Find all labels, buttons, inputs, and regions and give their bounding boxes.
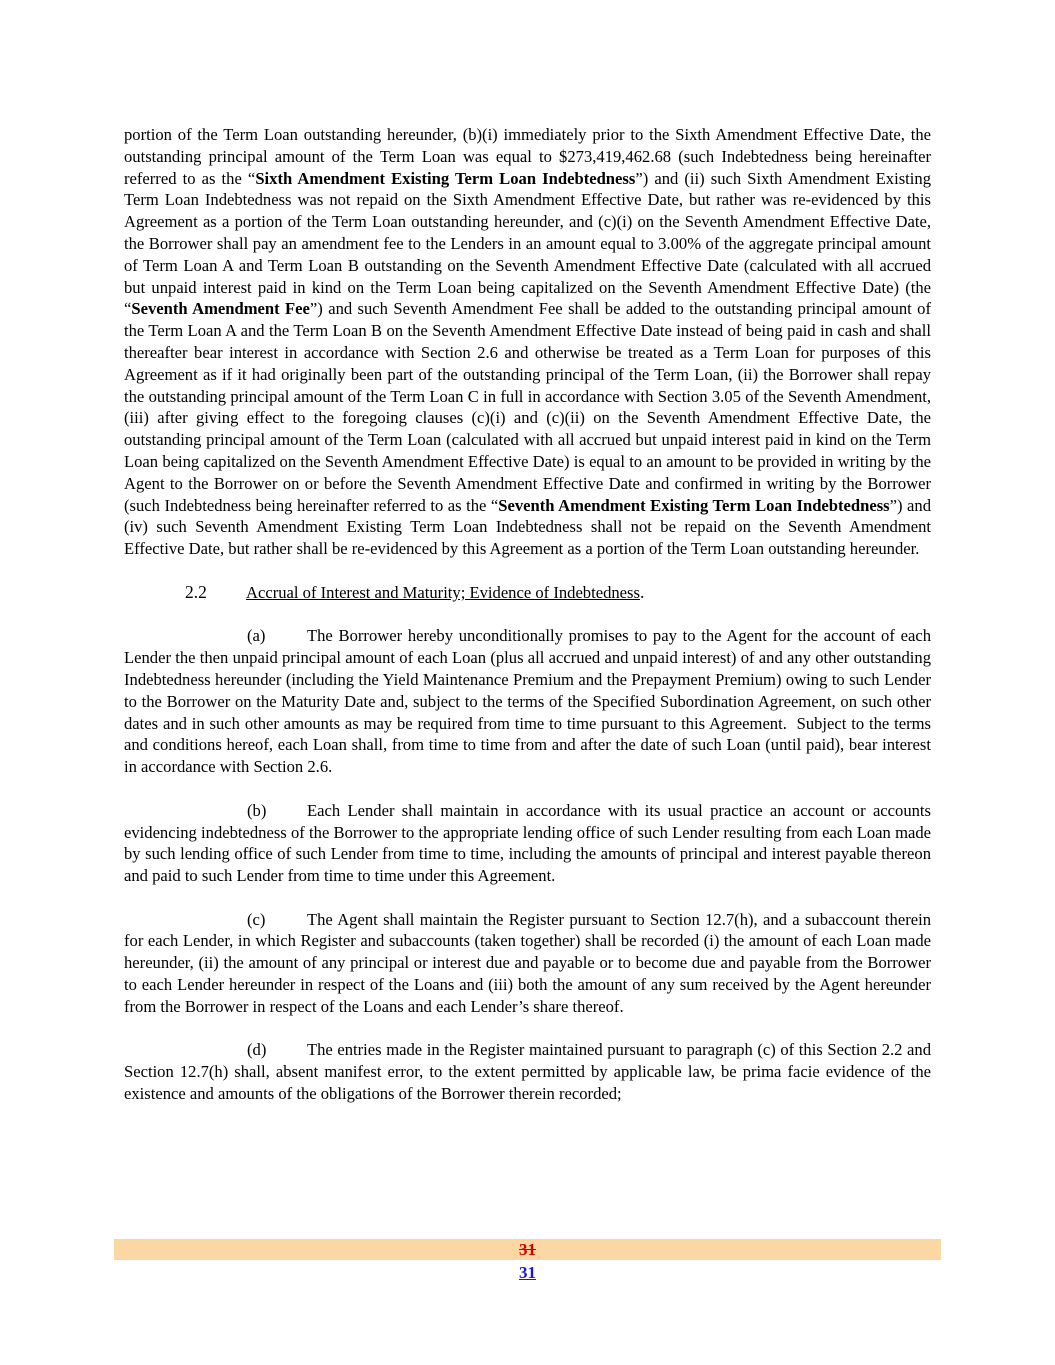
paragraph-text: The entries made in the Register maintained pursuant to paragraph (c) of this Section 2.2 and Section 12.7(h) shall, absent manifest error, to the extent permitted by applicable law, be prima facie evidence of the existence and amounts of the obligations of the Borrower therein recorded; [124, 1040, 931, 1104]
intro-paragraph [124, 124, 931, 560]
intro-text-1: portion of the Term Loan outstanding hereunder, (b)(i) immediately prior to the Sixth Amendment Effective Date, the outstanding principal amount of the Term Loan was equal to $273,419,462.68 (such Indebtedness being hereinafter referred to as the “ [124, 125, 931, 188]
paragraph-label: (c) [247, 909, 266, 929]
page-number-inserted: 31 [519, 1263, 536, 1282]
paragraph-b [124, 800, 931, 887]
paragraph-d [124, 1039, 931, 1104]
defined-term-sixth-amendment-existing-term-loan-indebtedness: Sixth Amendment Existing Term Loan Indebtedness [255, 168, 636, 188]
defined-term-seventh-amendment-fee: Seventh Amendment Fee [131, 299, 310, 319]
spacer [124, 560, 931, 582]
paragraph-label: (a) [247, 626, 266, 646]
section-title: Accrual of Interest and Maturity; Evidence of Indebtedness [246, 582, 640, 602]
paragraph-a [124, 625, 931, 778]
paragraph-text: The Borrower hereby unconditionally promises to pay to the Agent for the account of each Lender the then unpaid principal amount of each Loan (plus all accrued and unpaid interest) of and any other outstanding Indebtedness hereunder (including the Yield Maintenance Premium and the Prepayment Premium) owing to such Lender to the Borrower on the Maturity Date and, subject to the terms of the Specified Subordination Agreement, on such other dates and in such other amounts as may be required from time to time pursuant to this Agreement. Subject to the terms and conditions hereof, each Loan shall, from time to time from and after the date of such Loan (until paid), bear interest in accordance with Section 2.6. [124, 626, 931, 777]
intro-text-3: ”) and such Seventh Amendment Fee shall be added to the outstanding principal amount of the Term Loan A and the Term Loan B on the Seventh Amendment Effective Date instead of being paid in cash and shall thereafter bear interest in accordance with Section 2.6 and otherwise be treated as a Term Loan for purposes of this Agreement as if it had originally been part of the outstanding principal of the Term Loan, (ii) the Borrower shall repay the outstanding principal amount of the Term Loan C in full in accordance with Section 3.05 of the Seventh Amendment, (iii) after giving effect to the foregoing clauses (c)(i) and (c)(ii) on the Seventh Amendment Effective Date, the outstanding principal amount of the Term Loan (calculated with all accrued but unpaid interest paid in kind on the Term Loan being capitalized on the Seventh Amendment Effective Date) is equal to an amount to be provided in writing by the Agent to the Borrower on or before the Seventh Amendment Effective Date and confirmed in writing by the Borrower (such Indebtedness being hereinafter referred to as the “ [124, 299, 931, 515]
paragraph-label: (d) [247, 1040, 267, 1060]
paragraph-c [124, 909, 931, 1018]
document-body [124, 124, 931, 1105]
paragraph-text: Each Lender shall maintain in accordance with its usual practice an account or accounts evidencing indebtedness of the Borrower to the appropriate lending office of such Lender resulting from each Loan made by such lending office of such Lender from time to time, including the amounts of principal and interest payable thereon and paid to such Lender from time to time under this Agreement. [124, 800, 931, 886]
spacer [124, 887, 931, 909]
section-title-suffix: . [639, 581, 645, 602]
defined-term-seventh-amendment-existing-term-loan-indebtedness: Seventh Amendment Existing Term Loan Indebtedness [498, 495, 890, 515]
spacer [124, 604, 931, 626]
intro-text-4: ”) and (iv) such Seventh Amendment Existing Term Loan Indebtedness shall not be repaid on the Seventh Amendment Effective Date, but rather shall be re-evidenced by this Agreement as a portion of the Term Loan outstanding hereunder. [124, 495, 932, 559]
section-number: 2.2 [185, 581, 207, 602]
intro-text-2: ”) and (ii) such Sixth Amendment Existing Term Loan Indebtedness was not repaid on the Sixth Amendment Effective Date, but rather was re-evidenced by this Agreement as a portion of the Term Loan outstanding hereunder, and (c)(i) on the Seventh Amendment Effective Date, the Borrower shall pay an amendment fee to the Lenders in an amount equal to 3.00% of the aggregate principal amount of Term Loan A and Term Loan B outstanding on the Seventh Amendment Effective Date (calculated with all accrued but unpaid interest paid in kind on the Term Loan being capitalized on the Seventh Amendment Effective Date) (the “ [124, 168, 931, 319]
page-number-deleted: 31 [519, 1240, 536, 1259]
paragraph-text: The Agent shall maintain the Register pursuant to Section 12.7(h), and a subaccount therein for each Lender, in which Register and subaccounts (taken together) shall be recorded (i) the amount of each Loan made hereunder, (ii) the amount of any principal or interest due and payable or to become due and payable from the Borrower to each Lender hereunder in respect of the Loans and (iii) both the amount of any sum received by the Agent hereunder from the Borrower in respect of the Loans and each Lender’s share thereof. [124, 909, 931, 1016]
section-heading [124, 582, 931, 604]
spacer [124, 1018, 931, 1040]
spacer [124, 778, 931, 800]
paragraph-label: (b) [247, 800, 267, 820]
